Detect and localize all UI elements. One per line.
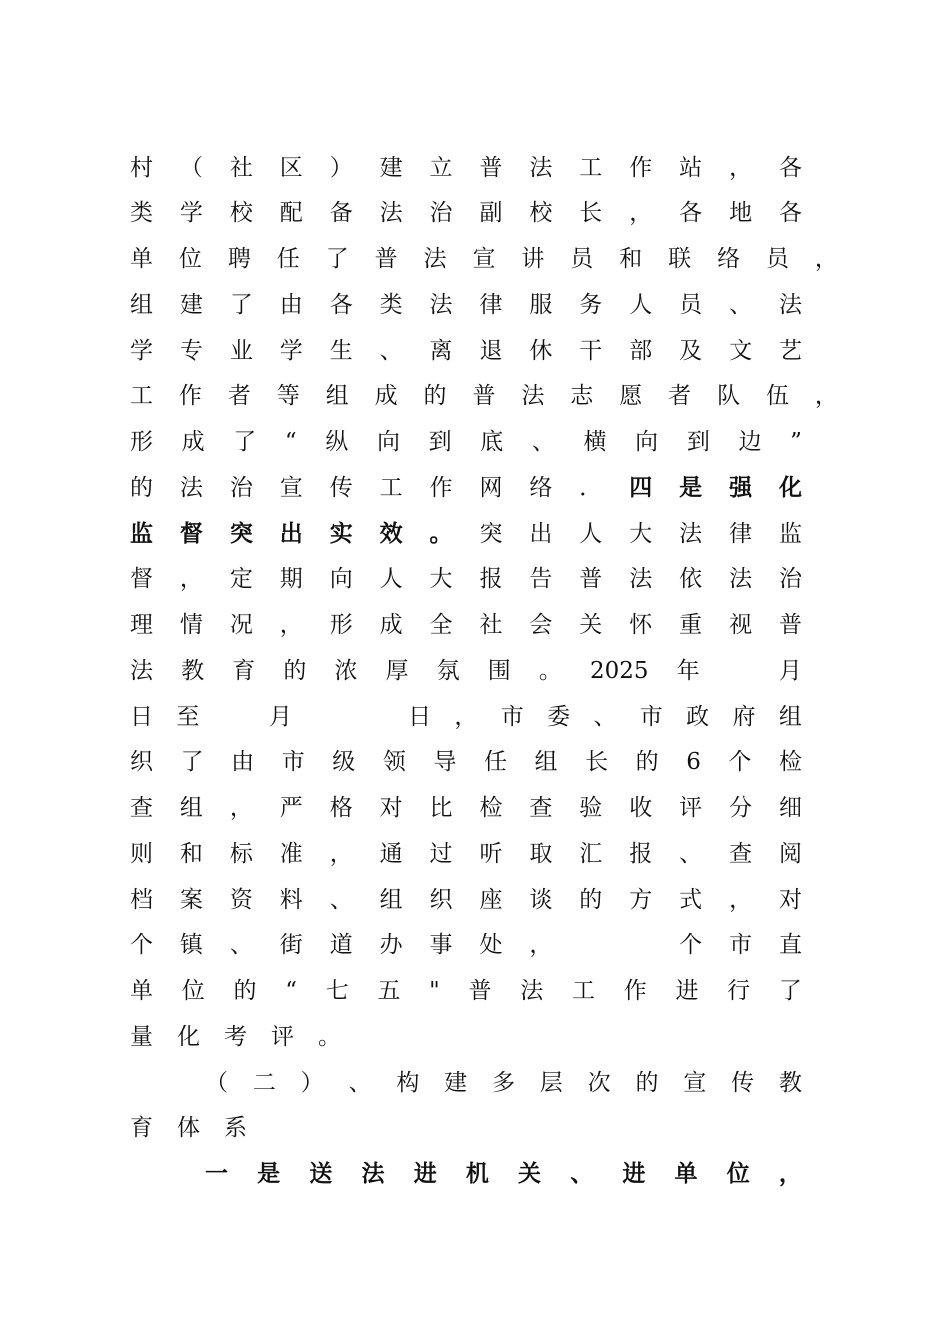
text-line: 督 ， 定 期 向 人 大 报 告 普 法 依 法 治 (130, 566, 802, 592)
text-line: 组 建 了 由 各 类 法 律 服 务 人 员 、 法 (130, 292, 802, 318)
text-line: 查 组 ， 严 格 对 比 检 查 验 收 评 分 细 (130, 795, 802, 821)
text-line: 理 情 况 ， 形 成 全 社 会 关 怀 重 视 普 (130, 612, 802, 638)
text-line: 学 专 业 学 生 、 离 退 休 干 部 及 文 艺 (130, 338, 802, 364)
text-line: 量 化 考 评 。 (130, 1024, 341, 1050)
text-line: 的 法 治 宣 传 工 作 网 络 ． 四 是 强 化 (130, 474, 802, 501)
text-line: 个 镇 、 街 道 办 事 处 ， 个 市 直 (130, 932, 802, 958)
text-line: （ 二 ） 、 构 建 多 层 次 的 宣 传 教 (205, 1070, 802, 1096)
text-line: 单 位 聘 任 了 普 法 宣 讲 员 和 联 络 员 ， (130, 246, 838, 272)
text-line: 单 位 的 “ 七 五 " 普 法 工 作 进 行 了 (130, 978, 802, 1004)
text-line: 村 （ 社 区 ） 建 立 普 法 工 作 站 ， 各 (130, 155, 802, 181)
text-line: 育 体 系 (130, 1115, 247, 1141)
text-line: 则 和 标 准 ， 通 过 听 取 汇 报 、 查 阅 (130, 841, 802, 867)
text-line: 类 学 校 配 备 法 治 副 校 长 ， 各 地 各 (130, 200, 802, 226)
text-line: 织 了 由 市 级 领 导 任 组 长 的 6 个 检 (130, 749, 802, 775)
text-line: 一 是 送 法 进 机 关 、 进 单 位 ， (205, 1160, 802, 1187)
text-line: 日 至 月 日 ， 市 委 、 市 政 府 组 (130, 704, 802, 730)
text-line: 形 成 了 “ 纵 向 到 底 、 横 向 到 边 ” (130, 429, 802, 455)
text-line: 档 案 资 料 、 组 织 座 谈 的 方 式 ， 对 (130, 887, 802, 913)
text-line: 监 督 突 出 实 效 。 突 出 人 大 法 律 监 (130, 520, 802, 547)
text-line: 法 教 育 的 浓 厚 氛 围 。 2025 年 月 (130, 658, 802, 684)
text-line: 工 作 者 等 组 成 的 普 法 志 愿 者 队 伍 ， (130, 383, 838, 409)
